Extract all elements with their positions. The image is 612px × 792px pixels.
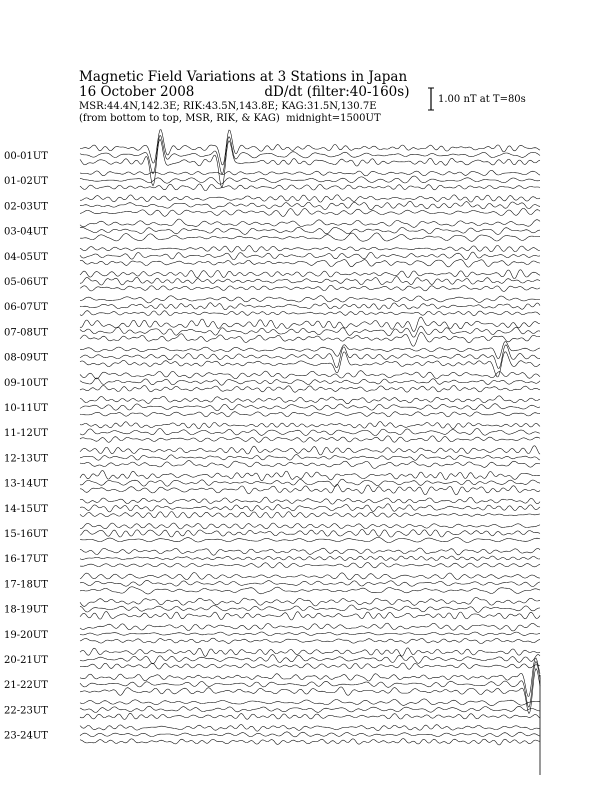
hour-label-04-05UT: 04-05UT [4, 251, 48, 263]
trace-MSR-10-11UT [80, 412, 540, 417]
scale-label: 1.00 nT at T=80s [438, 94, 526, 105]
trace-KAG-03-04UT [80, 219, 540, 227]
trace-MSR-11-12UT [80, 436, 540, 443]
trace-KAG-19-20UT [80, 623, 540, 631]
trace-MSR-21-22UT [80, 669, 540, 714]
hour-label-15-16UT: 15-16UT [4, 529, 48, 540]
trace-RIK-00-01UT [80, 135, 540, 174]
trace-RIK-19-20UT [80, 632, 540, 636]
trace-KAG-23-24UT [80, 725, 540, 732]
trace-KAG-11-12UT [80, 422, 540, 429]
trace-MSR-15-16UT [80, 537, 540, 542]
hour-label-07-08UT: 07-08UT [4, 327, 48, 339]
trace-RIK-20-21UT [80, 655, 540, 664]
trace-MSR-02-03UT [80, 208, 540, 216]
trace-KAG-01-02UT [80, 170, 540, 176]
trace-KAG-17-18UT [80, 573, 540, 580]
trace-KAG-02-03UT [80, 195, 540, 202]
trace-MSR-18-19UT [80, 612, 540, 620]
trace-RIK-06-07UT [80, 303, 540, 310]
trace-KAG-18-19UT [80, 597, 540, 606]
trace-RIK-02-03UT [80, 201, 540, 210]
trace-RIK-13-14UT [80, 479, 540, 487]
trace-KAG-16-17UT [80, 548, 540, 555]
hour-label-19-20UT: 19-20UT [4, 629, 48, 641]
trace-RIK-22-23UT [80, 706, 540, 712]
trace-KAG-04-05UT [80, 246, 540, 253]
station-coordinates: MSR:44.4N,142.3E; RIK:43.5N,143.8E; KAG:31.5N,130.7E [79, 101, 377, 112]
trace-KAG-06-07UT [80, 296, 540, 303]
trace-RIK-08-09UT [80, 345, 540, 369]
trace-KAG-20-21UT [80, 648, 540, 657]
hour-label-05-06UT: 05-06UT [4, 277, 48, 288]
chart-date: 16 October 2008 [79, 84, 195, 100]
trace-KAG-09-10UT [80, 371, 540, 379]
trace-RIK-21-22UT [80, 661, 540, 707]
hour-label-23-24UT: 23-24UT [4, 730, 48, 742]
hour-label-22-23UT: 22-23UT [4, 705, 48, 717]
hour-label-03-04UT: 03-04UT [4, 226, 48, 238]
trace-MSR-04-05UT [80, 260, 540, 268]
trace-RIK-05-06UT [80, 277, 540, 286]
trace-MSR-14-15UT [80, 512, 540, 518]
trace-KAG-15-16UT [80, 523, 540, 529]
chart-quantity: dD/dt (filter:40-160s) [264, 84, 410, 100]
trace-MSR-03-04UT [80, 233, 540, 241]
hour-label-18-19UT: 18-19UT [4, 604, 48, 616]
hour-label-20-21UT: 20-21UT [4, 655, 48, 666]
chart-title: Magnetic Field Variations at 3 Stations in Japan [79, 69, 408, 85]
hour-label-02-03UT: 02-03UT [4, 201, 48, 213]
hour-label-06-07UT: 06-07UT [4, 302, 48, 314]
trace-KAG-14-15UT [80, 497, 540, 504]
trace-RIK-04-05UT [80, 252, 540, 260]
hour-label-21-22UT: 21-22UT [4, 680, 48, 692]
midnight-note: midnight=1500UT [286, 113, 381, 124]
hour-label-08-09UT: 08-09UT [4, 352, 48, 364]
hour-labels [4, 151, 48, 742]
trace-RIK-18-19UT [80, 605, 540, 612]
trace-MSR-22-23UT [80, 713, 540, 719]
hour-label-12-13UT: 12-13UT [4, 453, 48, 465]
trace-KAG-08-09UT [80, 342, 540, 359]
trace-RIK-07-08UT [80, 326, 540, 337]
trace-KAG-07-08UT [80, 317, 540, 331]
trace-RIK-23-24UT [80, 732, 540, 737]
trace-RIK-14-15UT [80, 504, 540, 512]
hour-label-11-12UT: 11-12UT [4, 428, 48, 440]
chart-subtitle [79, 85, 439, 100]
hour-label-17-18UT: 17-18UT [4, 579, 48, 591]
trace-MSR-12-13UT [80, 461, 540, 469]
trace-KAG-05-06UT [80, 270, 540, 279]
trace-lines [80, 130, 540, 775]
trace-MSR-07-08UT [80, 332, 540, 346]
station-order-note [79, 113, 439, 125]
trace-MSR-19-20UT [80, 638, 540, 644]
trace-RIK-16-17UT [80, 556, 540, 561]
trace-RIK-10-11UT [80, 404, 540, 411]
hour-label-01-02UT: 01-02UT [4, 176, 48, 188]
chart-header [79, 70, 439, 125]
trace-MSR-01-02UT [80, 184, 540, 191]
trace-KAG-12-13UT [80, 446, 540, 455]
trace-RIK-03-04UT [80, 227, 540, 234]
trace-RIK-17-18UT [80, 580, 540, 586]
order-note: (from bottom to top, MSR, RIK, & KAG) [79, 113, 280, 124]
hour-label-13-14UT: 13-14UT [4, 478, 48, 490]
hour-label-00-01UT: 00-01UT [4, 151, 48, 162]
trace-RIK-09-10UT [80, 378, 540, 385]
trace-RIK-12-13UT [80, 455, 540, 461]
trace-KAG-10-11UT [80, 396, 540, 404]
trace-KAG-22-23UT [80, 699, 540, 706]
trace-MSR-16-17UT [80, 563, 540, 568]
hour-label-16-17UT: 16-17UT [4, 554, 48, 566]
trace-MSR-17-18UT [80, 587, 540, 594]
trace-RIK-15-16UT [80, 529, 540, 537]
trace-RIK-01-02UT [80, 176, 540, 184]
trace-RIK-11-12UT [80, 428, 540, 435]
trace-KAG-13-14UT [80, 471, 540, 481]
trace-MSR-09-10UT [80, 385, 540, 392]
hour-label-10-11UT: 10-11UT [4, 403, 48, 414]
hour-label-14-15UT: 14-15UT [4, 503, 48, 515]
hour-label-09-10UT: 09-10UT [4, 377, 48, 389]
trace-MSR-13-14UT [80, 484, 540, 494]
trace-MSR-23-24UT [80, 739, 540, 745]
trace-MSR-05-06UT [80, 285, 540, 291]
trace-MSR-20-21UT [80, 663, 540, 669]
trace-MSR-06-07UT [80, 311, 540, 316]
